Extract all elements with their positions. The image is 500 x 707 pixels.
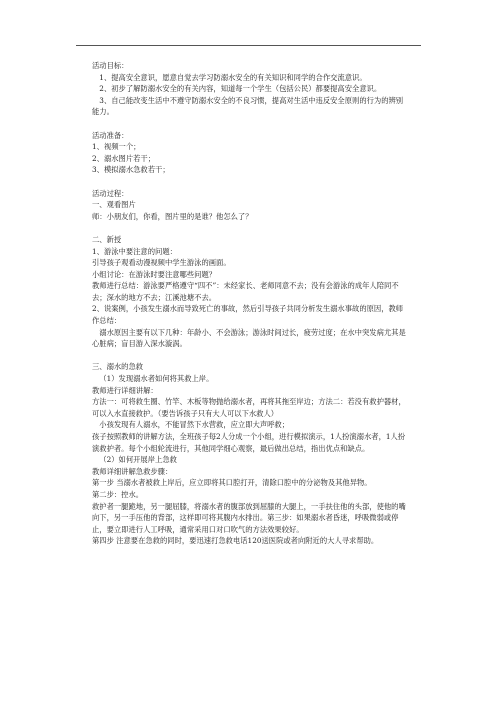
rescue-line: 教师进行详细讲解：: [92, 385, 158, 395]
goals-heading: 活动目标：: [92, 61, 129, 70]
rescue-paragraph: 救护者一腿跪地，另一腿屈膝，将溺水者的腹部放到屈膝的大腿上，一手扶住他的头部，使他的嘴向下，另一手压他的背部，这样即可将其腹内水排出。第三步：如果溺水者昏迷，呼吸微弱或停止，要立即进行人工呼吸，通常采用口对口吹气的方法效果较好。: [92, 501, 406, 534]
process-heading: 活动过程：: [92, 188, 129, 198]
rescue-line: 小孩发现有人溺水，不能冒然下水营救，应立即大声呼救；: [99, 420, 290, 430]
paragraph-gap: [92, 176, 406, 188]
prep-item: 3、模拟溺水急救若干；: [92, 165, 170, 175]
new-lesson-line: 小组讨论：在游泳时要注意哪些问题？: [92, 269, 217, 279]
rescue-paragraph: 方法一：可将救生圈、竹竿、木板等物抛给溺水者，再将其拖至岸边；方法二：若没有救护器材，可以入水直接救护。（要告诉孩子只有大人可以下水救人）: [92, 397, 406, 418]
prep-heading: 活动准备：: [92, 130, 129, 140]
new-lesson-paragraph: 2、说案例，小孩发生溺水而导致死亡的事故，然后引导孩子共同分析发生溺水事故的原因，教师作总结：: [92, 304, 404, 326]
rescue-subheading: （1）发现溺水者如何将其救上岸。: [99, 374, 214, 384]
rescue-step: 第一步 当溺水者被救上岸后，应立即将其口腔打开，清除口腔中的分泌物及其他异物。: [92, 478, 372, 488]
rescue-subheading: （2）如何开展岸上急救: [99, 455, 177, 465]
goal-item: 1、提高安全意识，愿意自觉去学习防溺水安全的有关知识和同学的合作交流意识。: [99, 72, 367, 82]
prep-item: 1、视频一个；: [92, 142, 141, 152]
paragraph-gap: [92, 350, 406, 362]
paragraph-gap: [92, 118, 406, 130]
header-rule: [76, 45, 421, 46]
document-body: [92, 60, 406, 547]
new-lesson-heading: 二、新授: [92, 234, 122, 244]
prep-item: 2、溺水图片若干；: [92, 153, 156, 163]
rescue-line: 教师详细讲解急救步骤：: [92, 466, 173, 476]
new-lesson-line: 引导孩子观看动漫视频中学生游泳的画面。: [92, 258, 231, 268]
new-lesson-paragraph: 教师进行总结：游泳要严格遵守“四不”：未经家长、老师同意不去；没有会游泳的成年人陪同不去；深水的地方不去；江溪池塘不去。: [92, 281, 399, 302]
process-line: 师：小朋友们，你看，图片里的是谁？他怎么了？: [92, 211, 253, 221]
rescue-paragraph: 孩子按照教师的讲解方法，全班孩子每2人分成一个小组，进行模拟演示，1人扮演溺水者，1人扮演救护者。每个小组轮流进行，其他同学细心观察，最后做出总结，指出优点和缺点。: [92, 432, 406, 453]
rescue-step: 第四步 注意要在急救的同时，要迅速打急救电话120送医院或者向附近的大人寻求帮助。: [92, 536, 379, 546]
new-lesson-line: 1、游泳中要注意的问题：: [92, 246, 177, 256]
goal-item: 3、自己能改变生活中不遵守防溺水安全的不良习惯，提高对生活中违反安全原则的行为的辨别能力。: [92, 95, 404, 117]
goal-item: 2、初步了解防溺水安全的有关内容，知道每一个学生（包括公民）都要提高安全意识。: [99, 84, 382, 94]
paragraph-gap: [92, 222, 406, 234]
process-subheading: 一、观看图片: [92, 200, 136, 210]
new-lesson-paragraph: 溺水原因主要有以下几种：年龄小、不会游泳；游泳时间过长，疲劳过度；在水中突发病尤其是心脏病；盲目游入深水漩涡。: [92, 327, 406, 349]
rescue-heading: 三、溺水的急救: [92, 362, 144, 372]
rescue-step: 第二步：控水。: [92, 489, 144, 499]
